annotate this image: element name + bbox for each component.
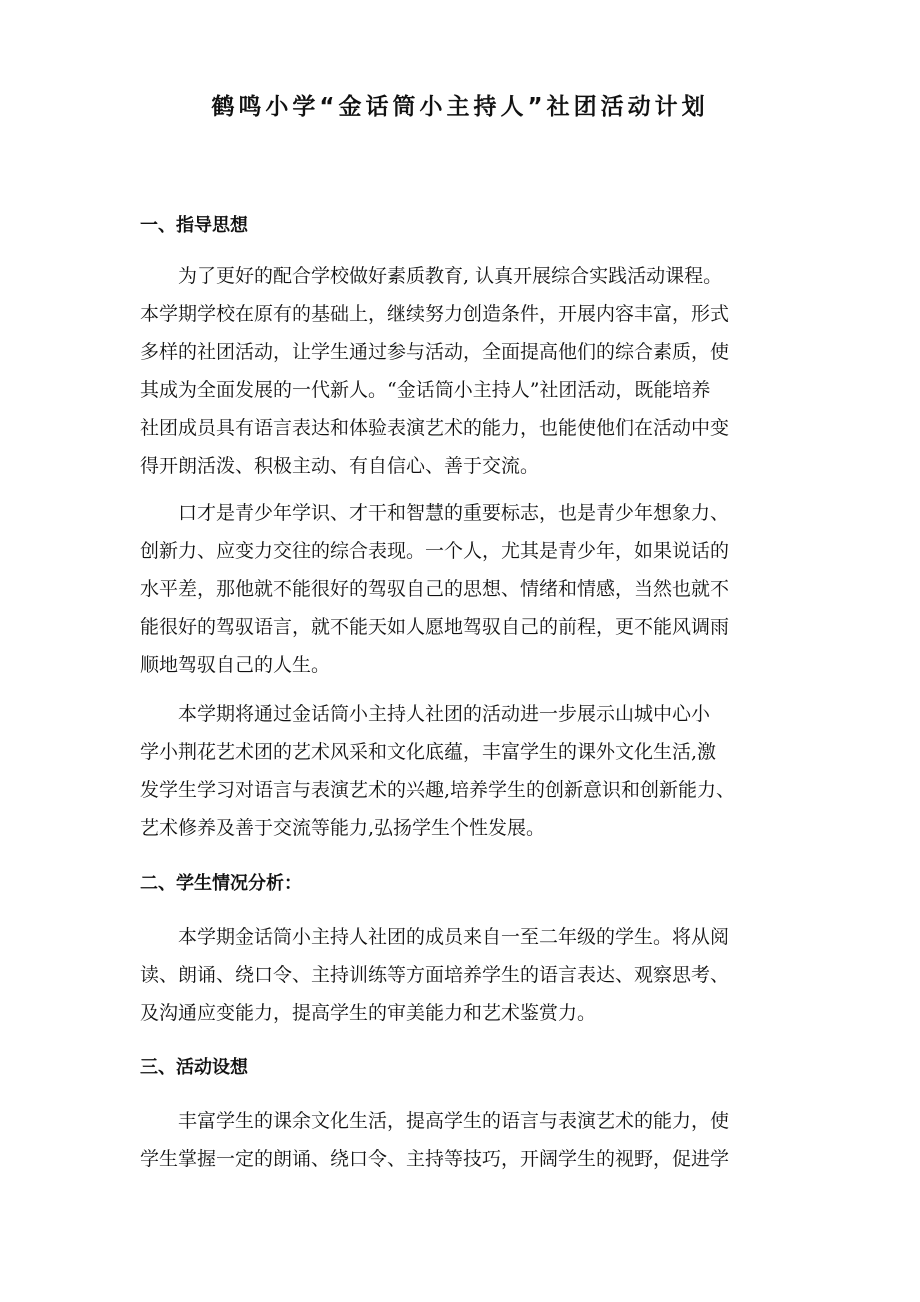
paragraph-line: 本学期金话筒小主持人社团的成员来自一至二年级的学生。将从阅	[178, 926, 730, 948]
document-title: 鹤鸣小学“金话筒小主持人”社团活动计划	[211, 94, 709, 120]
section-heading-activity-plan: 三、活动设想	[140, 1057, 248, 1078]
paragraph-line: 口才是青少年学识、才干和智慧的重要标志，也是青少年想象力、	[178, 502, 730, 524]
paragraph-line: 社团成员具有语言表达和体验表演艺术的能力，也能使他们在活动中变	[140, 417, 730, 439]
paragraph-line: 学生掌握一定的朗诵、绕口令、主持等技巧，开阔学生的视野，促进学	[140, 1148, 730, 1170]
paragraph-line: 能很好的驾驭语言，就不能天如人愿地驾驭自己的前程，更不能风调雨	[140, 616, 730, 638]
paragraph-2	[140, 494, 785, 684]
paragraph-4	[140, 918, 785, 1032]
paragraph-line: 其成为全面发展的一代新人。“金话筒小主持人”社团活动，既能培养	[140, 379, 711, 401]
paragraph-line: 本学期将通过金话筒小主持人社团的活动进一步展示山城中心小	[178, 703, 711, 725]
section-heading-guiding-ideology: 一、指导思想	[140, 215, 248, 236]
paragraph-line: 得开朗活泼、积极主动、有自信心、善于交流。	[140, 455, 540, 477]
paragraph-3	[140, 695, 785, 847]
section-heading-student-analysis: 二、学生情况分析：	[140, 873, 302, 894]
paragraph-line: 多样的社团活动，让学生通过参与活动，全面提高他们的综合素质，使	[140, 341, 730, 363]
paragraph-line: 顺地驾驭自己的人生。	[140, 654, 331, 676]
paragraph-line: 读、朗诵、绕口令、主持训练等方面培养学生的语言表达、观察思考、	[140, 964, 730, 986]
paragraph-line: 为了更好的配合学校做好素质教育, 认真开展综合实践活动课程。	[178, 265, 723, 287]
paragraph-line: 发学生学习对语言与表演艺术的兴趣,培养学生的创新意识和创新能力、	[140, 779, 736, 801]
paragraph-line: 创新力、应变力交往的综合表现。一个人，尤其是青少年，如果说话的	[140, 540, 730, 562]
paragraph-line: 艺术修养及善于交流等能力,弘扬学生个性发展。	[140, 817, 546, 839]
paragraph-line: 丰富学生的课余文化生活，提高学生的语言与表演艺术的能力，使	[178, 1110, 730, 1132]
paragraph-1	[140, 257, 785, 485]
paragraph-line: 本学期学校在原有的基础上，继续努力创造条件，开展内容丰富，形式	[140, 303, 730, 325]
paragraph-line: 学小荆花艺术团的艺术风采和文化底蕴，丰富学生的课外文化生活,激	[140, 741, 717, 763]
paragraph-line: 及沟通应变能力，提高学生的审美能力和艺术鉴赏力。	[140, 1002, 597, 1024]
paragraph-5	[140, 1102, 785, 1178]
paragraph-line: 水平差，那他就不能很好的驾驭自己的思想、情绪和情感，当然也就不	[140, 578, 730, 600]
